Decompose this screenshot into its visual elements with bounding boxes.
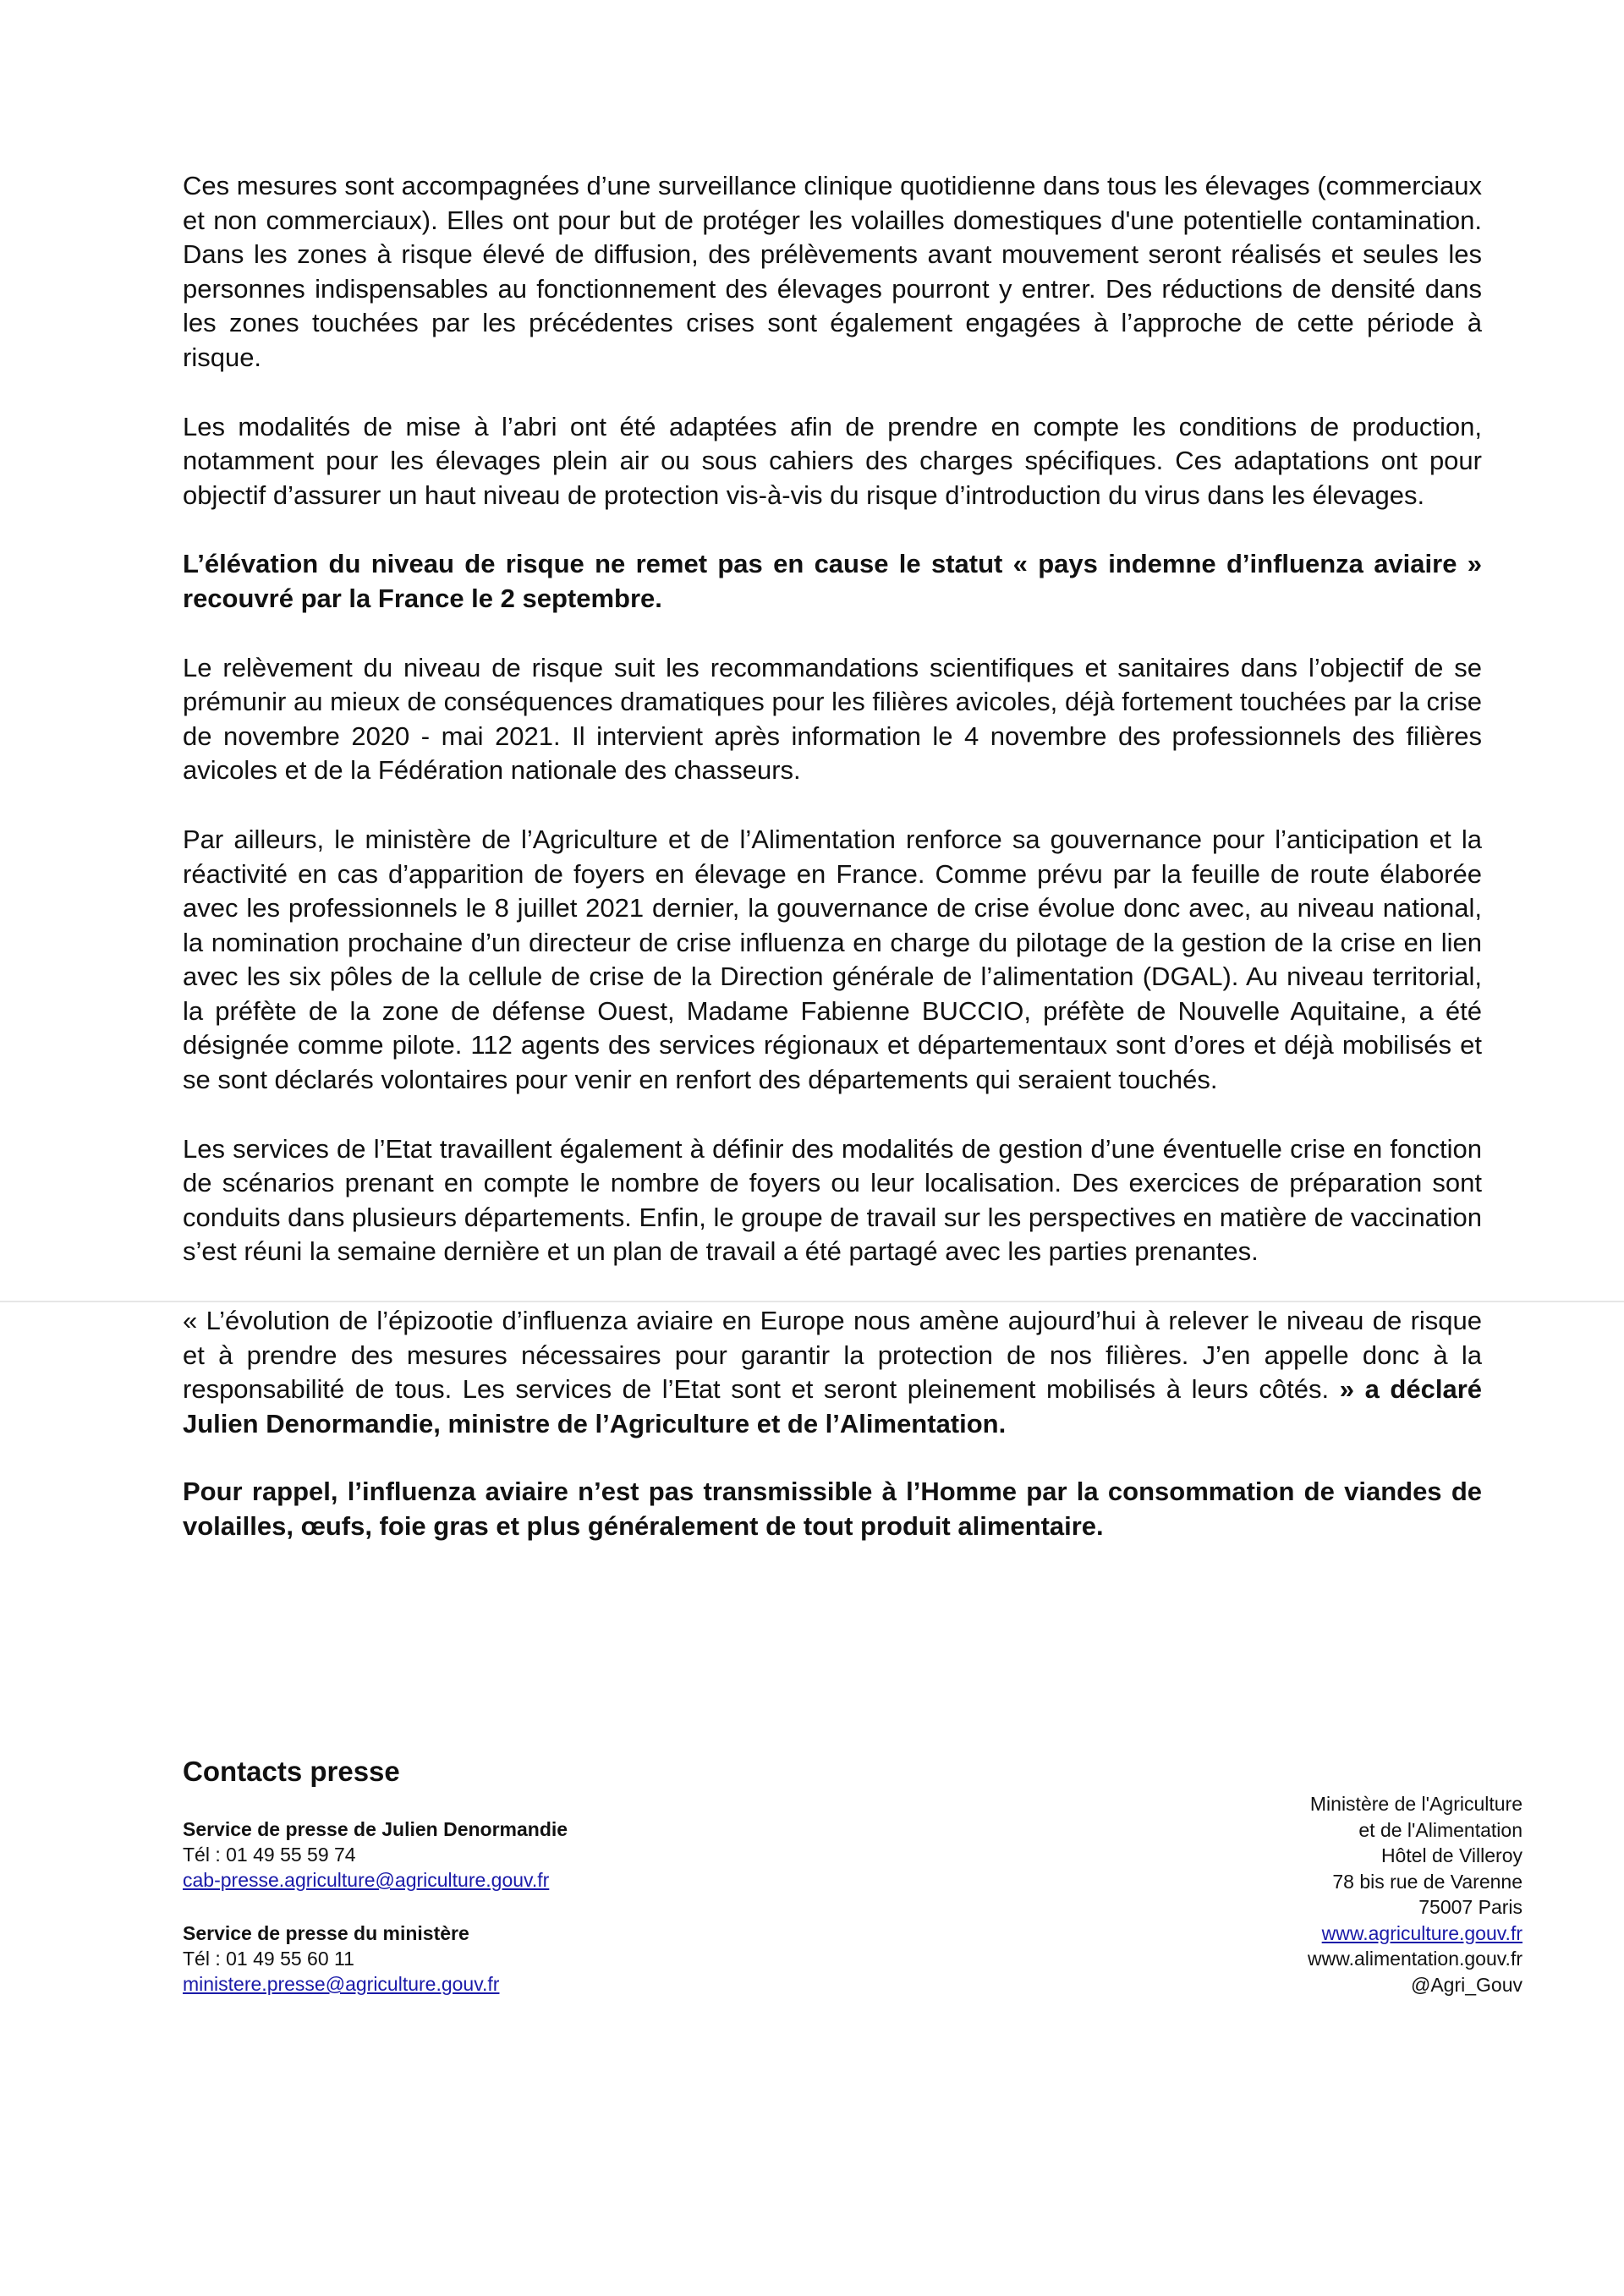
address-line: 75007 Paris (1418, 1896, 1522, 1918)
twitter-handle: @Agri_Gouv (1410, 1973, 1522, 1996)
address-line: Ministère de l'Agriculture (1309, 1793, 1522, 1815)
paragraph-shelter-modalities: Les modalités de mise à l’abri ont été adaptées afin de prendre en compte les conditions de production, notamment pour les élevages plein air ou sous cahiers des charges spécifiques. Ces adaptations ont pour objectif d’assurer un haut niveau de protection vis-à-vis du risque d’introduction du virus dans les élevages. (183, 411, 1482, 510)
contact-service-name: Service de presse de Julien Denormandie (183, 1818, 568, 1840)
contact-service-name: Service de presse du ministère (183, 1922, 469, 1944)
contact-block-ministry (183, 1921, 775, 1997)
address-line: Hôtel de Villeroy (1380, 1844, 1522, 1866)
quote-attribution: » a déclaré Julien Denormandie, ministre de l’Agriculture et de l’Alimentation. (183, 1374, 1482, 1438)
website-agriculture-link[interactable]: www.agriculture.gouv.fr (1321, 1921, 1522, 1944)
paragraph-minister-quote (183, 1304, 1482, 1441)
address-line: et de l'Alimentation (1358, 1818, 1522, 1841)
paragraph-status-statement: L’élévation du niveau de risque ne remet pas en cause le statut « pays indemne d’influenza aviaire » recouvré par la France le 2 septembre. (183, 549, 1482, 613)
ministry-address-block (1015, 1791, 1522, 1997)
address-line: 78 bis rue de Varenne (1332, 1870, 1522, 1893)
press-release-body (183, 169, 1482, 1579)
paragraph-state-services: Les services de l’Etat travaillent également à définir des modalités de gestion d’une éventuelle crise en fonction de scénarios prenant en compte le nombre de foyers ou leur localisation. Des exercices de préparation sont conduits dans plusieurs départements. Enfin, le groupe de travail sur les perspectives en matière de vaccination s’est réuni la semaine dernière et un plan de travail a été partagé avec les parties prenantes. (183, 1133, 1482, 1267)
website-alimentation-link[interactable]: www.alimentation.gouv.fr (1308, 1948, 1522, 1970)
paragraph-reminder: Pour rappel, l’influenza aviaire n’est pas transmissible à l’Homme par la consommation de viandes de volailles, œufs, foie gras et plus généralement de tout produit alimentaire. (183, 1477, 1482, 1541)
contact-block-minister (183, 1817, 775, 1893)
paragraph-surveillance: Ces mesures sont accompagnées d’une surveillance clinique quotidienne dans tous les élevages (commerciaux et non commerciaux). Elles ont pour but de protéger les volailles domestiques d'une potentielle contamination. Dans les zones à risque élevé de diffusion, des prélèvements avant mouvement seront réalisés et seules les personnes indispensables au fonctionnement des élevages pourront y entrer. Des réductions de densité dans les zones touchées par les précédentes crises sont également engagées à l’approche de cette période à risque. (183, 171, 1482, 372)
contact-phone: Tél : 01 49 55 60 11 (183, 1948, 354, 1970)
contact-email-link[interactable]: cab-presse.agriculture@agriculture.gouv.fr (183, 1869, 550, 1891)
quote-text: « L’évolution de l’épizootie d’influenza aviaire en Europe nous amène aujourd’hui à relever le niveau de risque et à prendre des mesures nécessaires pour garantir la protection de nos filières. J’en appelle donc à la responsabilité de tous. Les services de l’Etat sont et seront pleinement mobilisés à leurs côtés. (183, 1306, 1482, 1405)
contacts-heading: Contacts presse (183, 1756, 400, 1787)
contact-phone: Tél : 01 49 55 59 74 (183, 1844, 356, 1866)
paragraph-governance: Par ailleurs, le ministère de l’Agriculture et de l’Alimentation renforce sa gouvernance pour l’anticipation et la réactivité en cas d’apparition de foyers en élevage en France. Comme prévu par la feuille de route élaborée avec les professionnels le 8 juillet 2021 dernier, la gouvernance de crise évolue donc avec, au niveau national, la nomination prochaine d’un directeur de crise influenza en charge du pilotage de la gestion de la crise en lien avec les six pôles de la cellule de crise de la Direction générale de l’alimentation (DGAL). Au niveau territorial, la préfète de la zone de défense Ouest, Madame Fabienne BUCCIO, préfète de Nouvelle Aquitaine, a été désignée comme pilote. 112 agents des services régionaux et départementaux sont d’ores et déjà mobilisés et se sont déclarés volontaires pour venir en renfort des départements qui seraient touchés. (183, 824, 1482, 1095)
paragraph-risk-level: Le relèvement du niveau de risque suit les recommandations scientifiques et sanitaires dans l’objectif de se prémunir au mieux de conséquences dramatiques pour les filières avicoles, déjà fortement touchées par la crise de novembre 2020 - mai 2021. Il intervient après information le 4 novembre des professionnels des filières avicoles et de la Fédération nationale des chasseurs. (183, 652, 1482, 786)
contact-email-link[interactable]: ministere.presse@agriculture.gouv.fr (183, 1973, 500, 1995)
